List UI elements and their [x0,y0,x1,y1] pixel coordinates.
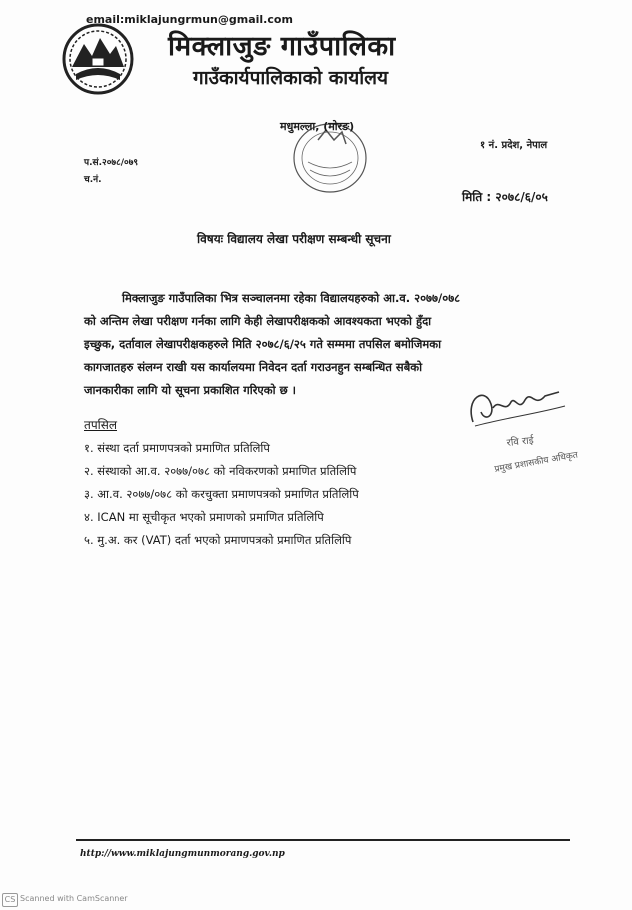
details-heading: तपसिल [84,418,118,432]
body-line: कागजातहरु संलग्न राखी यस कार्यालयमा निवेदन दर्ता गराउनहुन सम्बन्धित सबैको [84,360,423,374]
list-item: १. संस्था दर्ता प्रमाणपत्रको प्रमाणित प्रतिलिपि [84,441,270,455]
footer-divider [76,839,570,841]
signature-block [455,378,595,493]
reference-number: प.सं.२०७८/०७९ [84,158,139,168]
office-subtitle: गाउँकार्यपालिकाको कार्यालय [193,67,389,89]
province-label: १ नं. प्रदेश, नेपाल [480,140,548,151]
scanner-watermark: Scanned with CamScanner [20,894,128,903]
office-location: मधुमल्ला, (मोरङ) [280,120,355,133]
list-item: २. संस्थाको आ.व. २०७७/०७८ को नविकरणको प्रमाणित प्रतिलिपि [84,464,357,478]
body-line: इच्छुक, दर्तावाल लेखापरीक्षकहरुले मिति २०७८/६/२५ गते सम्ममा तपसिल बमोजिमका [84,337,442,351]
camscanner-icon: CS [2,893,18,907]
body-line: मिक्लाजुङ गाउँपालिका भित्र सञ्चालनमा रहेका विद्यालयहरुको आ.व. २०७७/०७८ [122,291,461,305]
signatory-name: रवि राई [506,435,535,449]
footer-website: http://www.miklajungmunmorang.gov.np [80,849,285,859]
dispatch-number: च.नं. [84,175,102,185]
letter-date: मिति : २०७८/६/०५ [462,190,548,204]
subject-line: विषयः विद्यालय लेखा परीक्षण सम्बन्धी सूचना [197,232,391,246]
body-line: को अन्तिम लेखा परीक्षण गर्नका लागि केही लेखापरीक्षकको आवश्यकता भएको हुँदा [84,314,432,328]
list-item: ४. ICAN मा सूचीकृत भएको प्रमाणको प्रमाणित प्रतिलिपि [84,510,324,524]
signatory-designation: प्रमुख प्रशासकीय अधिकृत [493,450,579,475]
municipality-title: मिक्लाजुङ गाउँपालिका [168,31,396,62]
body-line: जानकारीका लागि यो सूचना प्रकाशित गरिएको छ । [84,383,296,397]
list-item: ३. आ.व. २०७७/०७८ को करचुक्ता प्रमाणपत्रको प्रमाणित प्रतिलिपि [84,487,359,501]
municipality-logo [58,22,138,96]
list-item: ५. मु.अ. कर (VAT) दर्ता भएको प्रमाणपत्रको प्रमाणित प्रतिलिपि [84,533,352,547]
required-documents-list [84,437,359,552]
email-address: email:miklajungrmun@gmail.com [86,13,293,26]
